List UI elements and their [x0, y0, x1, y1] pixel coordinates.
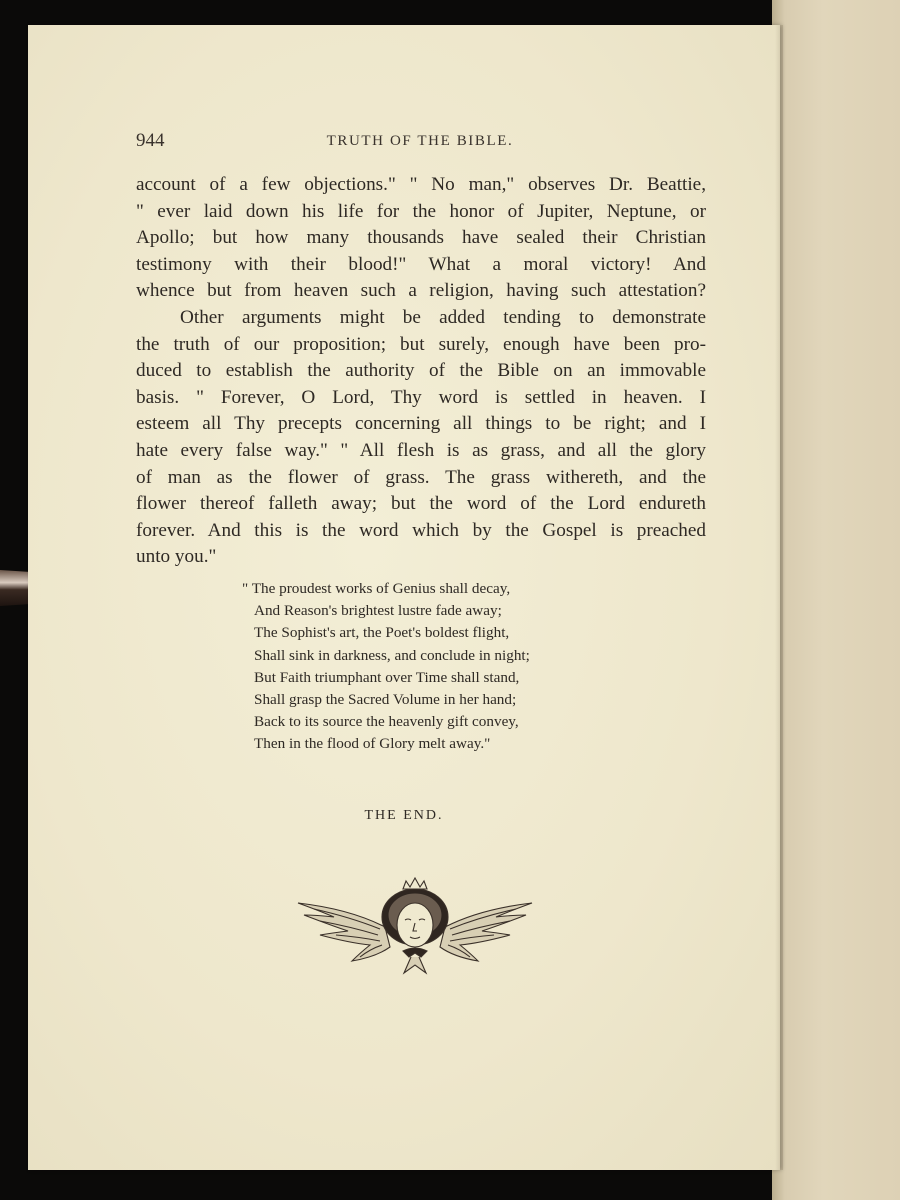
body-text [136, 172, 706, 571]
text-line: of man as the flower of grass. The grass withereth, and the [136, 466, 706, 488]
page-shadow [775, 25, 783, 1170]
text-line: basis. " Forever, O Lord, Thy word is settled in heaven. I [136, 386, 706, 408]
the-end-caption: THE END. [364, 808, 444, 823]
text-line: testimony with their blood!" What a moral victory! And [136, 253, 706, 275]
book-page [28, 25, 780, 1170]
poem-quote [238, 578, 638, 756]
text-line: the truth of our proposition; but surely, enough have been pro- [136, 333, 706, 355]
poem-line: Then in the flood of Glory melt away." [254, 735, 491, 753]
text-line: forever. And this is the word which by the Gospel is preached [136, 519, 706, 541]
paragraph-start-line: Other arguments might be added tending to demonstrate [180, 306, 706, 328]
poem-line: Back to its source the heavenly gift convey, [254, 713, 519, 731]
running-title: TRUTH OF THE BIBLE. [326, 133, 514, 149]
page-number: 944 [136, 130, 165, 151]
poem-line: " The proudest works of Genius shall decay, [242, 580, 511, 597]
poem-line: And Reason's brightest lustre fade away; [254, 602, 502, 620]
page-header [136, 130, 704, 156]
text-line: flower thereof falleth away; but the word of the Lord endureth [136, 493, 706, 515]
text-line: hate every false way." " All flesh is as grass, and all the glory [136, 439, 706, 461]
text-line: esteem all Thy precepts concerning all things to be right; and I [136, 413, 706, 435]
text-line: whence but from heaven such a religion, having such attestation? [136, 280, 706, 302]
text-line: " ever laid down his life for the honor of Jupiter, Neptune, or [136, 200, 706, 222]
adjacent-page-edge [772, 0, 900, 1200]
poem-line: Shall grasp the Sacred Volume in her hand; [254, 691, 517, 709]
text-line: Apollo; but how many thousands have sealed their Christian [136, 227, 706, 249]
text-line: unto you." [136, 546, 217, 568]
text-line: duced to establish the authority of the Bible on an immovable [136, 360, 706, 382]
poem-line: Shall sink in darkness, and conclude in night; [254, 646, 530, 664]
winged-cherub-ornament-icon [290, 865, 540, 980]
poem-line: But Faith triumphant over Time shall stand, [254, 668, 520, 686]
text-line: account of a few objections." " No man," observes Dr. Beattie, [136, 174, 706, 195]
poem-line: The Sophist's art, the Poet's boldest flight, [254, 624, 510, 642]
